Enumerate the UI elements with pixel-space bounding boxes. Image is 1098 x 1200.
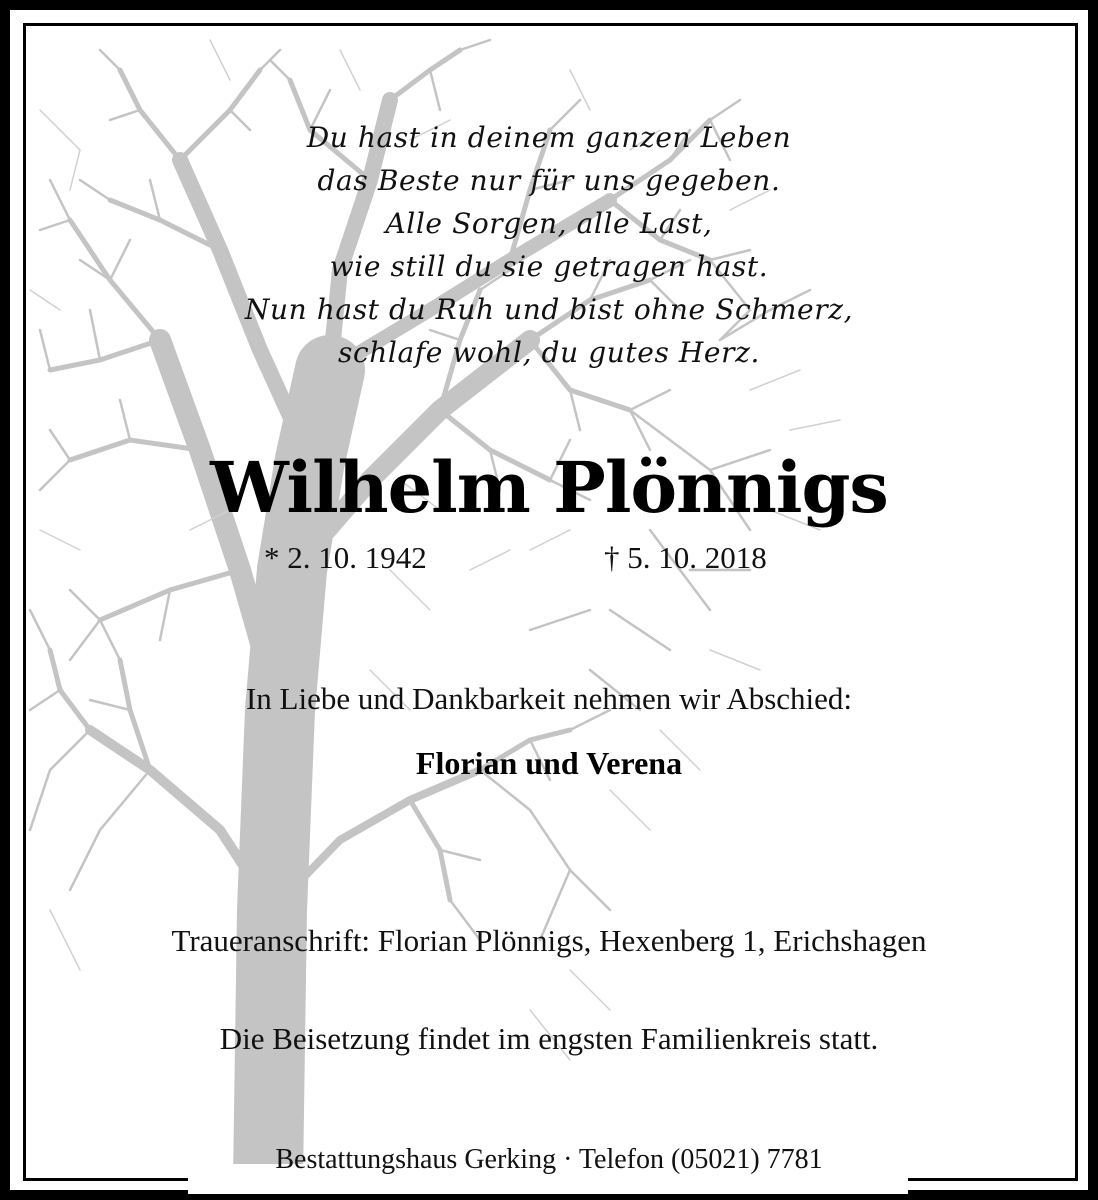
birth-date: * 2. 10. 1942: [264, 540, 427, 575]
poem-line: Nun hast du Ruh und bist ohne Schmerz,: [244, 293, 854, 326]
poem: [10, 116, 1088, 374]
death-date: † 5. 10. 2018: [604, 540, 767, 575]
poem-line: das Beste nur für uns gegeben.: [317, 164, 781, 197]
poem-line: schlafe wohl, du gutes Herz.: [338, 336, 760, 369]
obituary-notice: [10, 10, 1088, 1190]
mourners-names: Florian und Verena: [415, 745, 683, 781]
funeral-home-footer: Bestattungshaus Gerking · Telefon (05021) 7781: [275, 1144, 823, 1175]
poem-line: Du hast in deinem ganzen Leben: [306, 121, 792, 154]
deceased-name: Wilhelm Plönnigs: [210, 446, 888, 529]
farewell-text: In Liebe und Dankbarkeit nehmen wir Abschied:: [245, 681, 853, 716]
poem-line: Alle Sorgen, alle Last,: [385, 207, 713, 240]
poem-line: wie still du sie getragen hast.: [329, 250, 769, 283]
funeral-note: Die Beisetzung findet im engsten Familienkreis statt.: [219, 1021, 879, 1056]
mourning-address: Traueranschrift: Florian Plönnigs, Hexenberg 1, Erichshagen: [171, 923, 927, 958]
